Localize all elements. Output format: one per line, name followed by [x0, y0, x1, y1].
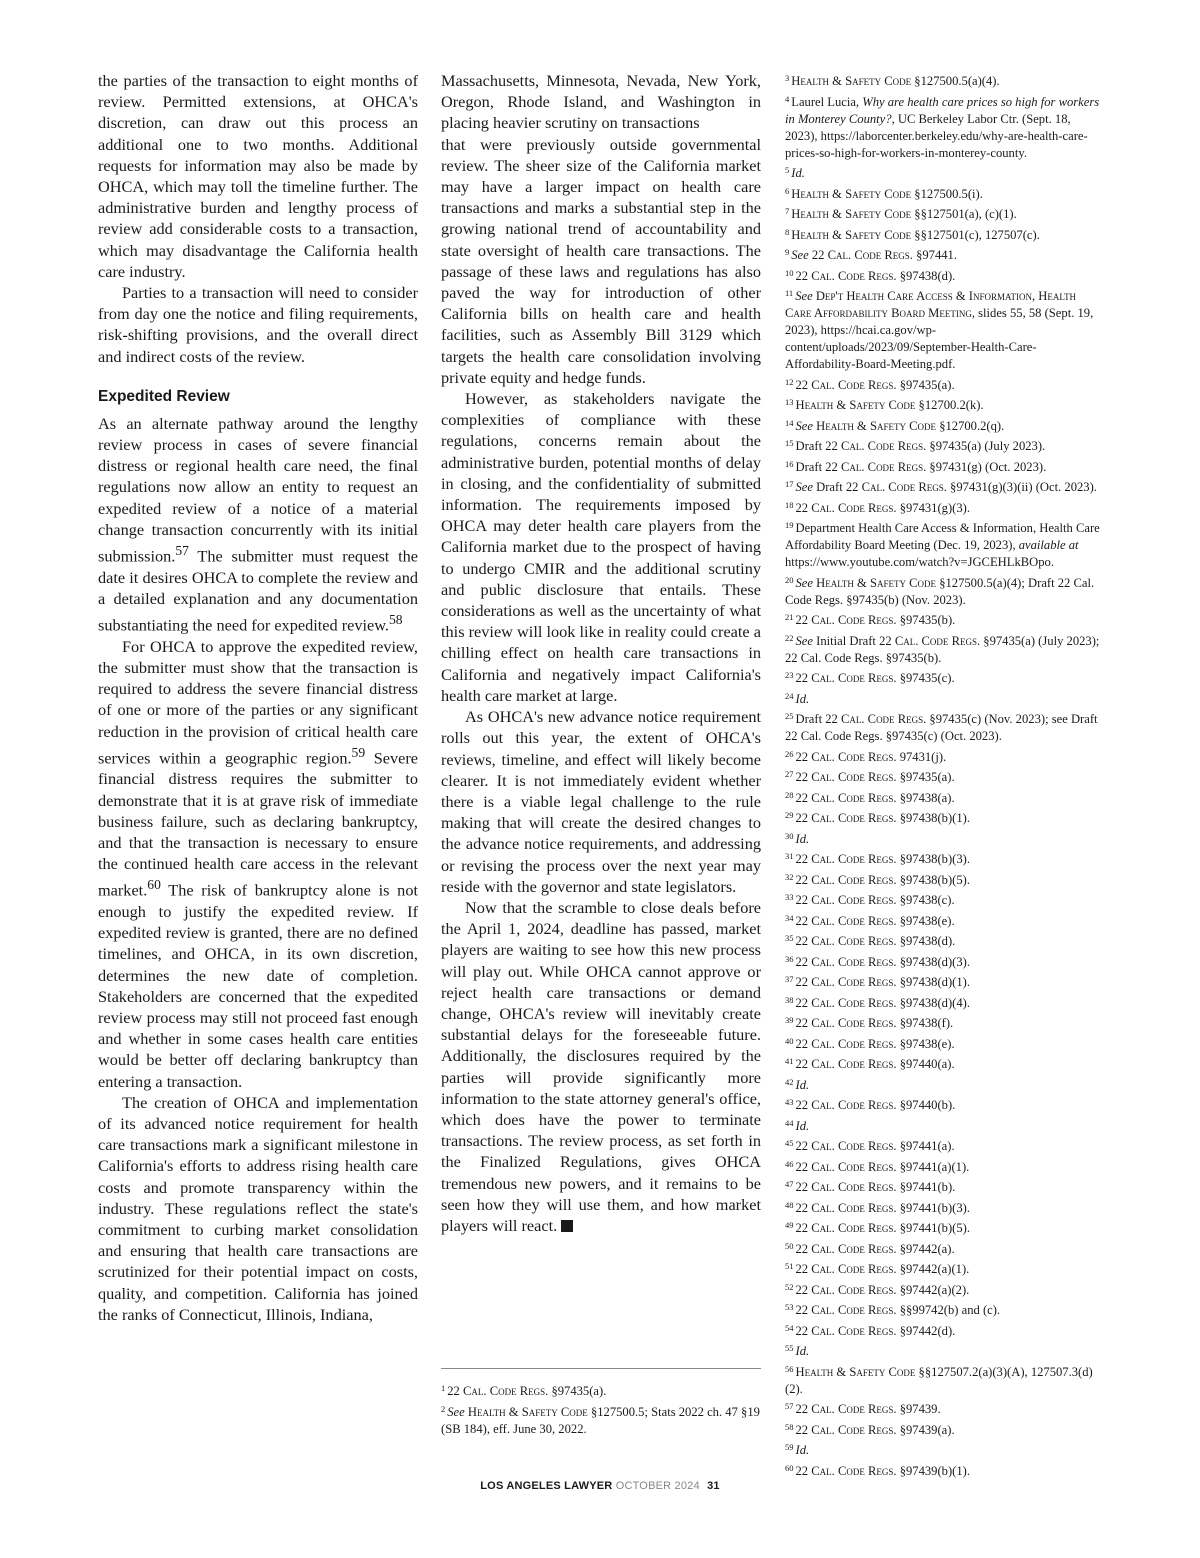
footnote: $^{37}$ 22 Cal. Code Regs. §97438(d)(1).	[785, 974, 970, 989]
footnote: $^{10}$ 22 Cal. Code Regs. §97438(d).	[785, 267, 956, 283]
footnote-ref: 60	[147, 877, 161, 893]
footnote: $^{29}$ 22 Cal. Code Regs. §97438(b)(1).	[785, 810, 970, 825]
footnote: $^{43}$ 22 Cal. Code Regs. §97440(b).	[785, 1097, 956, 1112]
footnote: $^{12}$ 22 Cal. Code Regs. §97435(a).	[785, 376, 955, 392]
footnote: $^8$ Health & Safety Code §§127501(c), 127507(c).	[785, 226, 1040, 242]
footnote: $^{25}$ Draft 22 Cal. Code Regs. §97435(c) (Nov. 2023); see Draft 22 Cal. Code Regs. §97435(c) (Oct. 2023).	[785, 711, 1098, 743]
paragraph: Parties to a transaction will need to consider from day one the notice and filing requirements, risk-shifting provisions, and the overall direct and indirect costs of the review.	[98, 283, 418, 366]
footnote: $^{60}$ 22 Cal. Code Regs. §97439(b)(1).	[785, 1462, 970, 1478]
footnote: $^{31}$ 22 Cal. Code Regs. §97438(b)(3).	[785, 851, 970, 866]
paragraph: Now that the scramble to close deals before the April 1, 2024, deadline has passed, market players are waiting to see how this new process will play out. While OHCA cannot approve or reject health care transactions or demand change, OHCA's review will inevitably create substantial delays for the foreseeable future. Additionally, the disclosures required by the parties will provide significantly more information to the state attorney general's office, which does have the power to terminate transactions. The review process, as set forth in the Finalized Regulations, gives OHCA tremendous new powers, and it remains to be seen how they will use them, and how market players will react.	[441, 897, 761, 1235]
footnote: $^{59}$ Id.	[785, 1442, 810, 1457]
footnote: $^{30}$ Id.	[785, 830, 810, 846]
footnote: $^{26}$ 22 Cal. Code Regs. 97431(j).	[785, 748, 947, 764]
footnote: $^{54}$ 22 Cal. Code Regs. §97442(d).	[785, 1322, 956, 1338]
footnote: $^{11}$ See Dep't Health Care Access & Information, Health Care Affordability Board Meeting, slides 55, 58 (Sept. 19, 2023), https://hcai.ca.gov/wp-content/uploads/2023/09/September-Health-Care-Affordability-Board-Meeting.pdf.	[785, 288, 1094, 371]
paragraph: Massachusetts, Minnesota, Nevada, New York, Oregon, Rhode Island, and Washington in placing heavier scrutiny on transactions	[441, 71, 761, 133]
footnote-divider	[441, 1368, 761, 1369]
footnote: $^{47}$ 22 Cal. Code Regs. §97441(b).	[785, 1179, 956, 1194]
footnote: $^2$ See Health & Safety Code §127500.5; Stats 2022 ch. 47 §19 (SB 184), eff. June 30, 2022.	[441, 1403, 760, 1436]
footnote-ref: 57	[175, 543, 189, 559]
footnote: $^{51}$ 22 Cal. Code Regs. §97442(a)(1).	[785, 1261, 970, 1276]
paragraph: the parties of the transaction to eight months of review. Permitted extensions, at OHCA's discretion, can draw out this process an additional one to two months. Additional requests for information may also be made by OHCA, which may toll the timeline further. The administrative burden and lengthy process of review add considerable costs to a transaction, which may disadvantage the California health care industry.	[98, 71, 418, 281]
article-column-2	[441, 70, 761, 1236]
footnote: $^3$ Health & Safety Code §127500.5(a)(4).	[785, 73, 1000, 88]
paragraph: The creation of OHCA and implementation of its advanced notice requirement for health care transactions mark a significant milestone in California's efforts to address rising health care costs and promote transparency within the industry. These regulations reflect the state's commitment to curbing market consolidation and ensuring that health care transactions are scrutinized for their potential impact on costs, quality, and competition. California has joined the ranks of Connecticut, Illinois, Indiana,	[98, 1092, 418, 1324]
footnote: $^{53}$ 22 Cal. Code Regs. §§99742(b) and (c).	[785, 1302, 1001, 1317]
footnote: $^{58}$ 22 Cal. Code Regs. §97439(a).	[785, 1421, 955, 1437]
paragraph: that were previously outside governmental review. The sheer size of the California market may have a larger impact on health care transactions and marks a substantial step in the growing national trend of accountability and state oversight of health care transactions. The passage of these laws and regulations has also paved the way for introduction of other California bills on health care and health facilities, such as Assembly Bill 3129 which targets the health care consolidation involving private equity and hedge funds.	[441, 134, 761, 387]
footnote: $^7$ Health & Safety Code §§127501(a), (c)(1).	[785, 206, 1017, 221]
footnote: $^{13}$ Health & Safety Code §12700.2(k).	[785, 397, 984, 412]
footnote: $^{48}$ 22 Cal. Code Regs. §97441(b)(3).	[785, 1199, 970, 1215]
footnote: $^{21}$ 22 Cal. Code Regs. §97435(b).	[785, 612, 956, 627]
footnote: $^{16}$ Draft 22 Cal. Code Regs. §97431(g) (Oct. 2023).	[785, 458, 1047, 474]
footnote: $^{34}$ 22 Cal. Code Regs. §97438(e).	[785, 912, 955, 928]
footnote: $^{14}$ See Health & Safety Code §12700.2(q).	[785, 417, 1005, 433]
footnote: $^{33}$ 22 Cal. Code Regs. §97438(c).	[785, 892, 955, 907]
section-heading: Expedited Review	[98, 387, 230, 405]
footnote: $^{15}$ Draft 22 Cal. Code Regs. §97435(a) (July 2023).	[785, 438, 1046, 453]
footnote: $^{23}$ 22 Cal. Code Regs. §97435(c).	[785, 670, 955, 685]
footnote: $^{32}$ 22 Cal. Code Regs. §97438(b)(5).	[785, 871, 970, 887]
footnote: $^{50}$ 22 Cal. Code Regs. §97442(a).	[785, 1240, 955, 1256]
footnote: $^1$ 22 Cal. Code Regs. §97435(a).	[441, 1383, 607, 1398]
page-footer	[0, 1480, 1200, 1492]
footnote: $^{24}$ Id.	[785, 690, 810, 706]
footnote: $^{17}$ See Draft 22 Cal. Code Regs. §97431(g)(3)(ii) (Oct. 2023).	[785, 479, 1097, 494]
footnote: $^{41}$ 22 Cal. Code Regs. §97440(a).	[785, 1056, 955, 1071]
footnote: $^{44}$ Id.	[785, 1117, 810, 1133]
footnotes-column-2	[441, 1380, 761, 1438]
footnote: $^4$ Laurel Lucia, Why are health care prices so high for workers in Monterey County?, UC Berkeley Labor Ctr. (Sept. 18, 2023), https://laborcenter.berkeley.edu/why-are-health-care-prices-so-high-for-workers-in-monterey-county.	[785, 93, 1100, 160]
footnote: $^{27}$ 22 Cal. Code Regs. §97435(a).	[785, 769, 955, 784]
footnote: $^6$ Health & Safety Code §127500.5(i).	[785, 185, 983, 201]
paragraph: For OHCA to approve the expedited review, the submitter must show that the transaction is required to address the severe financial distress of one or more of the parties or any significant reduction in the provision of critical health care services within a geographic region.$^{59}$ Severe financial distress requires the submitter to demonstrate that it is at grave risk of immediate business failure, such as declaring bankruptcy, and that the transaction is necessary to ensure the continued health care access in the relevant market.$^{60}$ The risk of bankruptcy alone is not enough to justify the expedited review. If expedited review is granted, there are no defined timelines, and OHCA, in its own discretion, determines the new date of completion. Stakeholders are concerned that the expedited review process may still not proceed fast enough and whether in some cases health care entities would be better off declaring bankruptcy than entering a transaction.	[98, 636, 418, 1091]
footnote: $^{18}$ 22 Cal. Code Regs. §97431(g)(3).	[785, 499, 970, 515]
footnote: $^{40}$ 22 Cal. Code Regs. §97438(e).	[785, 1035, 955, 1051]
footnote: $^{56}$ Health & Safety Code §§127507.2(a)(3)(A), 127507.3(d)(2).	[785, 1363, 1093, 1396]
footnote-ref: 58	[389, 612, 403, 628]
footnote: $^{52}$ 22 Cal. Code Regs. §97442(a)(2).	[785, 1281, 970, 1297]
footnote: $^{39}$ 22 Cal. Code Regs. §97438(f).	[785, 1015, 954, 1030]
end-of-article-mark	[561, 1220, 573, 1232]
footnote: $^{55}$ Id.	[785, 1343, 810, 1358]
footnote: $^{57}$ 22 Cal. Code Regs. §97439.	[785, 1401, 941, 1416]
footnote: $^{38}$ 22 Cal. Code Regs. §97438(d)(4).	[785, 994, 970, 1010]
footnote: $^{22}$ See Initial Draft 22 Cal. Code Regs. §97435(a) (July 2023); 22 Cal. Code Regs. §97435(b).	[785, 632, 1100, 665]
footnote: $^{49}$ 22 Cal. Code Regs. §97441(b)(5).	[785, 1220, 970, 1235]
footnote: $^5$ Id.	[785, 165, 805, 180]
footnote: $^{42}$ Id.	[785, 1076, 810, 1092]
footnote: $^{20}$ See Health & Safety Code §127500.5(a)(4); Draft 22 Cal. Code Regs. §97435(b) (Nov. 2023).	[785, 574, 1095, 607]
paragraph: As OHCA's new advance notice requirement rolls out this year, the extent of OHCA's reviews, timeline, and effect will likely become clearer. It is not immediately evident whether there is a viable legal challenge to the rule making that will create the desired changes to the advance notice requirements, and addressing or revising the process over the next year may reside with the governor and state legislators.	[441, 707, 761, 896]
footnote-ref: 59	[351, 744, 366, 760]
issue-date: OCTOBER 2024	[615, 1480, 700, 1492]
footnote: $^{19}$ Department Health Care Access & Information, Health Care Affordability Board Meeting (Dec. 19, 2023), available at https://www.youtube.com/watch?v=JGCEHLkBOpo.	[785, 520, 1100, 569]
page-number: 31	[707, 1480, 720, 1492]
footnote: $^{46}$ 22 Cal. Code Regs. §97441(a)(1).	[785, 1158, 970, 1174]
footnotes-column	[785, 70, 1105, 1480]
footnote: $^{35}$ 22 Cal. Code Regs. §97438(d).	[785, 933, 956, 948]
footnote: $^{28}$ 22 Cal. Code Regs. §97438(a).	[785, 789, 955, 805]
footnote: $^{45}$ 22 Cal. Code Regs. §97441(a).	[785, 1138, 955, 1153]
footnote: $^9$ See 22 Cal. Code Regs. §97441.	[785, 247, 957, 262]
article-column-1	[98, 70, 418, 1325]
paragraph: As an alternate pathway around the lengthy review process in cases of severe financial distress or regional health care need, the final regulations now allow an entity to request an expedited review of a notice of a material change transaction concurrently with its initial submission.$^{57}$ The submitter must request the date it desires OHCA to complete the review and a detailed explanation and any documentation substantiating the need for expedited review.$^{58}$	[98, 413, 418, 635]
magazine-name: LOS ANGELES LAWYER	[480, 1480, 613, 1492]
footnote: $^{36}$ 22 Cal. Code Regs. §97438(d)(3).	[785, 953, 970, 969]
paragraph: However, as stakeholders navigate the complexities of compliance with these regulations, concerns remain about the administrative burden, potential months of delay in closing, and the confidentiality of submitted information. The requirements imposed by OHCA may deter health care players from the California market due to the prospect of having to undergo CMIR and the additional scrutiny and public disclosure that entails. These considerations as well as the uncertainty of what this review will look like in reality could create a chilling effect on health care transactions in California and negatively impact California's health care market at large.	[441, 389, 761, 705]
